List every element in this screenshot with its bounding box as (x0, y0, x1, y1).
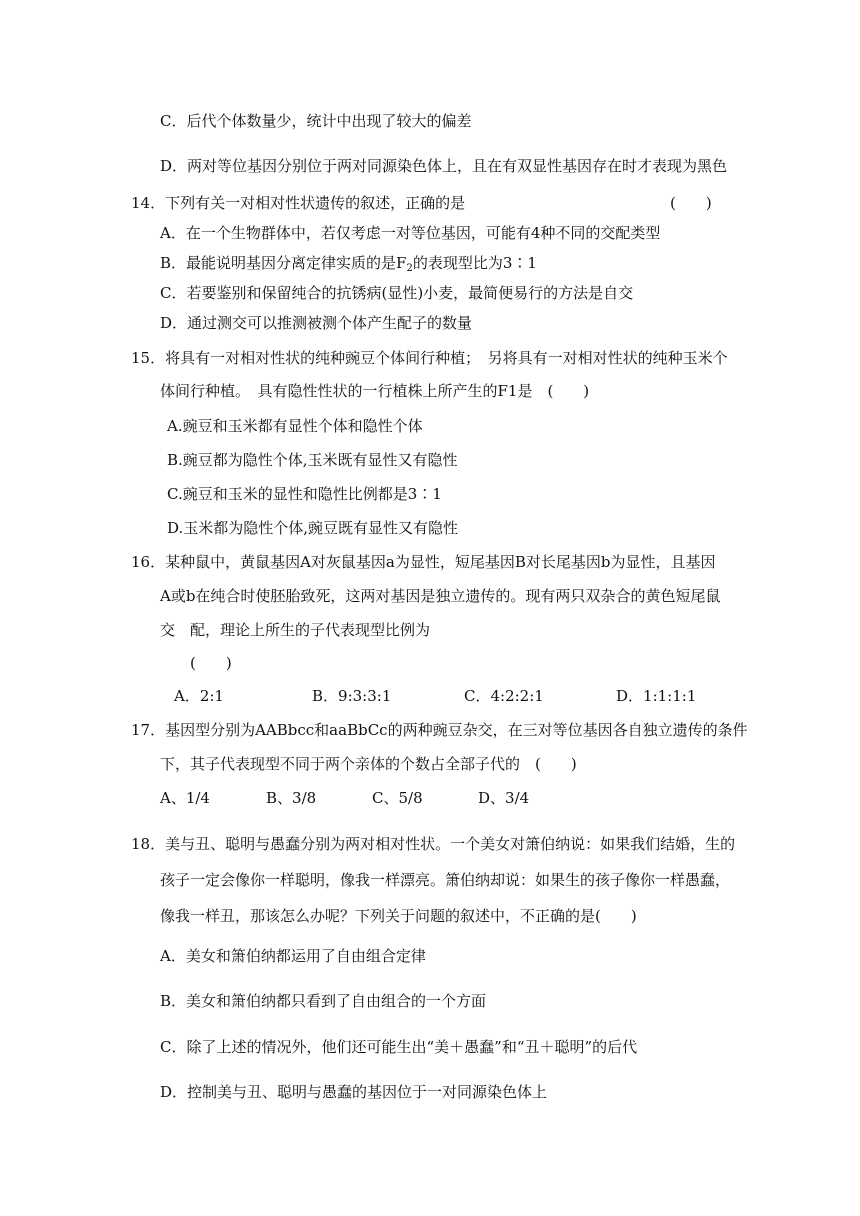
q17-stem-line1: 17．基因型分别为AABbcc和aaBbCc的两种豌豆杂交，在三对等位基因各自独立遗传的条件 (131, 721, 748, 739)
q16-answer-blank: ( ) (190, 654, 232, 672)
q14-option-c: C．若要鉴别和保留纯合的抗锈病(显性)小麦，最简便易行的方法是自交 (160, 284, 634, 302)
q14-option-a: A．在一个生物群体中，若仅考虑一对等位基因，可能有4种不同的交配类型 (160, 224, 661, 242)
q13-option-c: C．后代个体数量少，统计中出现了较大的偏差 (160, 112, 472, 130)
q16-stem-line2: A或b在纯合时使胚胎致死，这两对基因是独立遗传的。现有两只双杂合的黄色短尾鼠 (160, 587, 721, 605)
q14-option-d: D．通过测交可以推测被测个体产生配子的数量 (160, 314, 473, 332)
q17-option-c: C、5/8 (372, 789, 423, 807)
q17-option-d: D、3/4 (478, 789, 530, 807)
q14-option-b (160, 253, 537, 273)
q15-option-d: D.玉米都为隐性个体,豌豆既有显性又有隐性 (167, 519, 459, 537)
q16-option-b: B．9:3:3:1 (312, 687, 392, 705)
q15-option-b: B.豌豆都为隐性个体,玉米既有显性又有隐性 (167, 451, 458, 469)
q17-option-a: A、1/4 (160, 789, 210, 807)
q18-option-d: D．控制美与丑、聪明与愚蠢的基因位于一对同源染色体上 (160, 1083, 548, 1101)
q13-option-d: D．两对等位基因分别位于两对同源染色体上，且在有双显性基因存在时才表现为黑色 (160, 157, 728, 175)
q15-option-a: A.豌豆和玉米都有显性个体和隐性个体 (167, 417, 423, 435)
q16-options (174, 686, 734, 706)
q14-option-b-post: 的表现型比为3∶1 (412, 254, 537, 272)
q18-stem-line1: 18．美与丑、聪明与愚蠢分别为两对相对性状。一个美女对箫伯纳说：如果我们结婚，生的 (131, 835, 736, 853)
q18-option-a: A．美女和箫伯纳都运用了自由组合定律 (160, 947, 426, 965)
q14-stem: 14．下列有关一对相对性状遗传的叙述，正确的是 (131, 194, 466, 212)
q15-option-c: C.豌豆和玉米的显性和隐性比例都是3∶1 (167, 485, 442, 503)
q17-option-b: B、3/8 (266, 789, 317, 807)
q16-stem-line1: 16．某种鼠中，黄鼠基因A对灰鼠基因a为显性，短尾基因B对长尾基因b为显性，且基因 (131, 553, 716, 571)
q16-option-a: A．2:1 (174, 687, 224, 705)
q18-option-b: B．美女和箫伯纳都只看到了自由组合的一个方面 (160, 992, 487, 1010)
q15-stem-line1: 15．将具有一对相对性状的纯种豌豆个体间行种植； 另将具有一对相对性状的纯种玉米个 (131, 349, 728, 367)
q18-stem-line3: 像我一样丑，那该怎么办呢？下列关于问题的叙述中，不正确的是( ) (160, 907, 637, 925)
q17-options (160, 788, 580, 808)
q15-stem-line2: 体间行种植。 具有隐性性状的一行植株上所产生的F1是 ( ) (160, 382, 590, 400)
q14-option-b-pre: B．最能说明基因分离定律实质的是F (160, 254, 407, 272)
q18-stem-line2: 孩子一定会像你一样聪明，像我一样漂亮。箫伯纳却说：如果生的孩子像你一样愚蠢， (160, 871, 731, 889)
q18-option-c: C．除了上述的情况外，他们还可能生出“美＋愚蠢”和“丑＋聪明”的后代 (160, 1038, 638, 1056)
q16-stem-line3: 交 配，理论上所生的子代表现型比例为 (160, 621, 431, 639)
q16-option-c: C．4:2:2:1 (464, 687, 544, 705)
q16-option-d: D．1:1:1:1 (616, 687, 697, 705)
q14-option-b-sub: 2 (406, 263, 413, 274)
q17-stem-line2: 下，其子代表现型不同于两个亲体的个数占全部子代的 ( ) (160, 755, 577, 773)
q14-answer-blank: ( ) (670, 194, 712, 212)
